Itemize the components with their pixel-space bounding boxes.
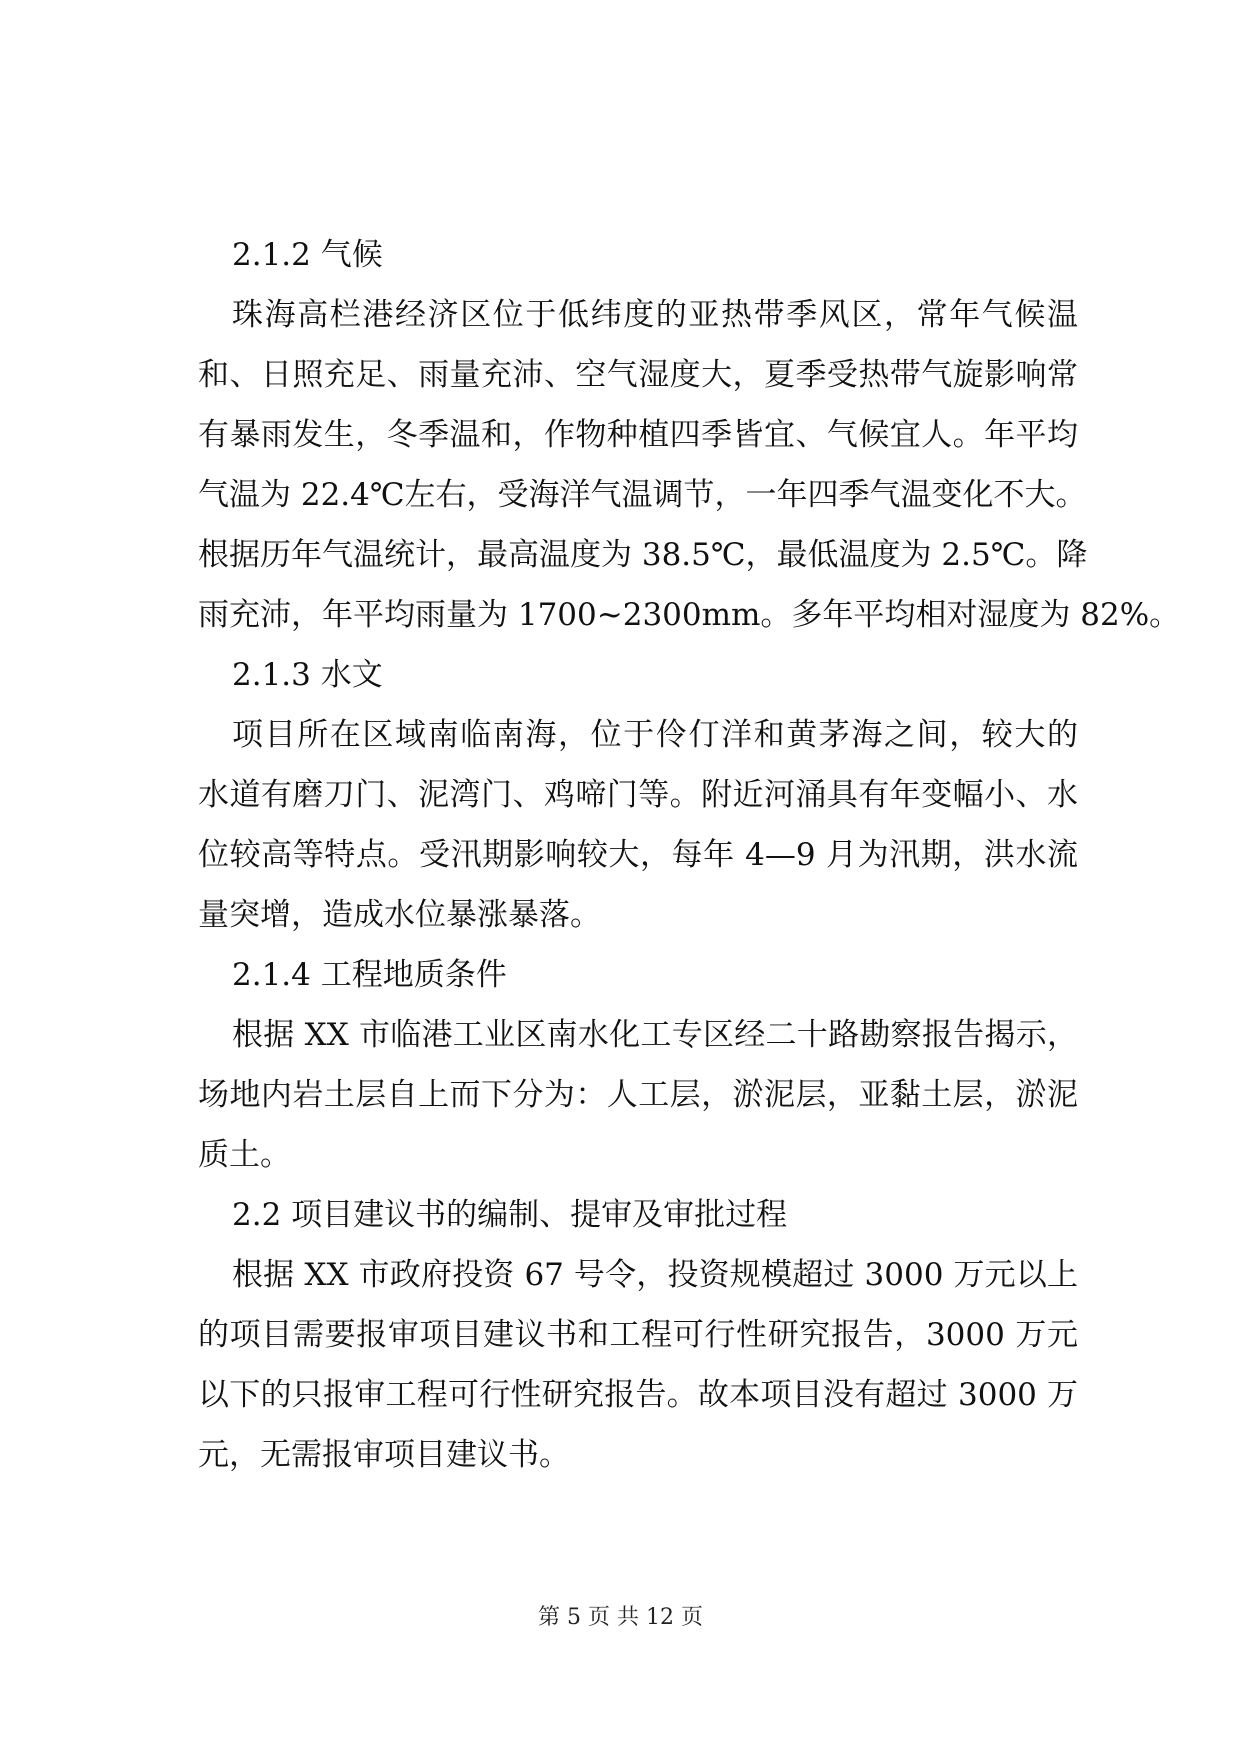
paragraph-climate — [198, 285, 1181, 645]
text-line: 元，无需报审项目建议书。 — [198, 1437, 570, 1473]
text-line: 和、日照充足、雨量充沛、空气湿度大，夏季受热带气旋影响常 — [198, 357, 1078, 393]
text-line: 气温为 22.4℃左右，受海洋气温调节，一年四季气温变化不大。 — [198, 477, 1087, 513]
text-line: 的项目需要报审项目建议书和工程可行性研究报告，3000 万元 — [198, 1317, 1078, 1353]
text-line: 珠海高栏港经济区位于低纬度的亚热带季风区，常年气候温 — [232, 297, 1078, 333]
text-line: 根据 XX 市政府投资 67 号令，投资规模超过 3000 万元以上 — [232, 1257, 1078, 1293]
text-line: 量突增，造成水位暴涨暴落。 — [198, 897, 601, 933]
section-heading-geology: 2.1.4 工程地质条件 — [232, 957, 507, 993]
document-body — [198, 225, 1181, 1485]
text-line: 有暴雨发生，冬季温和，作物种植四季皆宜、气候宜人。年平均 — [198, 417, 1078, 453]
text-line: 质土。 — [198, 1137, 291, 1173]
section-heading-hydrology: 2.1.3 水文 — [232, 657, 383, 693]
text-line: 场地内岩土层自上而下分为：人工层，淤泥层，亚黏土层，淤泥 — [198, 1077, 1078, 1113]
text-line: 位较高等特点。受汛期影响较大，每年 4—9 月为汛期，洪水流 — [198, 837, 1078, 873]
text-line: 水道有磨刀门、泥湾门、鸡啼门等。附近河涌具有年变幅小、水 — [198, 777, 1078, 813]
text-line: 项目所在区域南临南海，位于伶仃洋和黄茅海之间，较大的 — [232, 717, 1078, 753]
text-line: 根据历年气温统计，最高温度为 38.5℃，最低温度为 2.5℃。降 — [198, 537, 1088, 573]
text-line: 雨充沛，年平均雨量为 1700~2300mm。多年平均相对湿度为 82%。 — [198, 597, 1181, 633]
text-line: 以下的只报审工程可行性研究报告。故本项目没有超过 3000 万 — [198, 1377, 1078, 1413]
paragraph-geology — [198, 1005, 1078, 1185]
paragraph-proposal — [198, 1245, 1078, 1485]
page-number-footer: 第 5 页 共 12 页 — [538, 1605, 703, 1630]
section-heading-climate: 2.1.2 气候 — [232, 237, 383, 273]
paragraph-hydrology — [198, 705, 1078, 945]
text-line: 根据 XX 市临港工业区南水化工专区经二十路勘察报告揭示， — [232, 1017, 1078, 1053]
section-heading-proposal: 2.2 项目建议书的编制、提审及审批过程 — [232, 1197, 788, 1233]
